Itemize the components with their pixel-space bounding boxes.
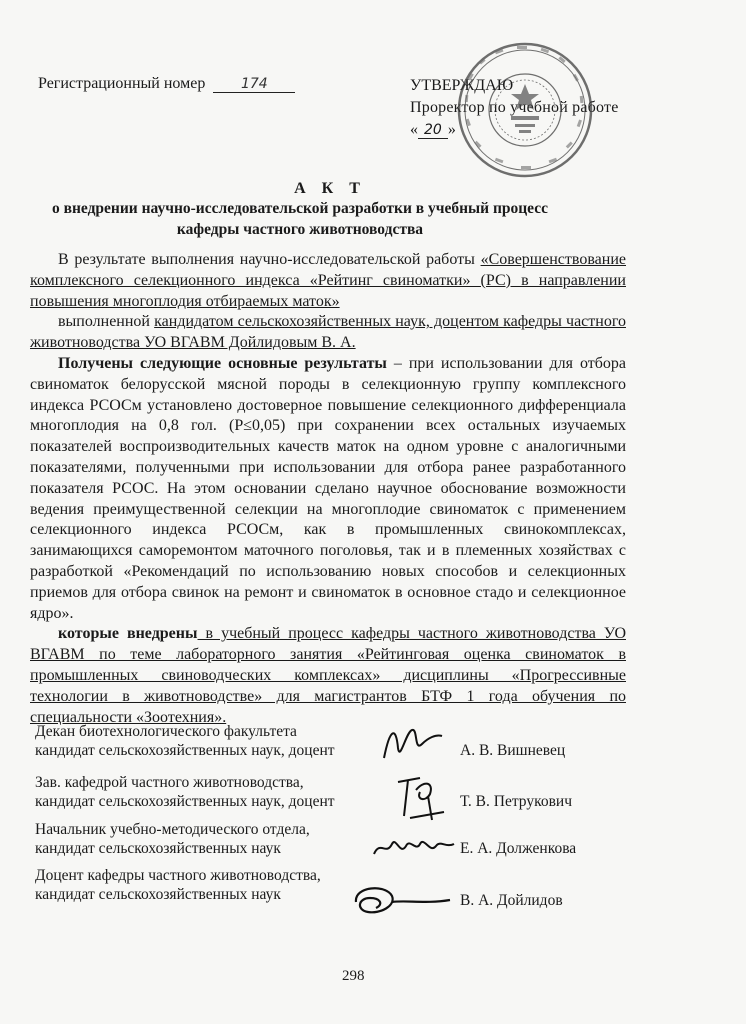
research-work-title: «Совершенствование комплексного селекционного индекса «Рейтинг свиноматки» (РС) в направлении повышения многоплодия отбираемых маток» <box>30 251 626 310</box>
paragraph-implementation <box>30 624 626 728</box>
handwritten-signature <box>390 770 450 826</box>
signatory-position: Начальник учебно-методического отдела, кандидат сельскохозяйственных наук <box>35 821 310 857</box>
document-subtitle: о внедрении научно-исследовательской разработки в учебный процесс кафедры частного животноводства <box>51 200 549 238</box>
handwritten-signature <box>370 826 460 866</box>
signatory-name: Е. А. Долженкова <box>460 840 577 857</box>
handwritten-signature <box>346 880 456 922</box>
signatory-name: Т. В. Петрукович <box>460 793 572 810</box>
registration-line <box>38 75 295 93</box>
signatory-name: А. В. Вишневец <box>460 742 566 759</box>
registration-label: Регистрационный номер <box>38 75 206 92</box>
approve-day: 20 <box>418 122 448 139</box>
paragraph-author: выполненной кандидатом сельскохозяйственных наук, доцентом кафедры частного животноводства УО ВГАВМ Дойлидовым В. А. <box>30 313 626 352</box>
signature-row-head-of-department <box>35 773 675 811</box>
signatory-position: Зав. кафедрой частного животноводства, кандидат сельскохозяйственных наук, доцент <box>35 774 335 810</box>
author-credentials: кандидатом сельскохозяйственных наук, доцентом кафедры частного животноводства УО ВГАВМ Дойлидовым В. А. <box>30 313 626 352</box>
page-number: 298 <box>342 968 365 984</box>
paragraph-results: Получены следующие основные результаты – при использовании для отбора свиноматок белорусской мясной породы в селекционную группу комплексного индекса РСОСм установлено достоверное повышение селекционного дифференциала многоплодия на 0,8 гол. (P≤0,05) при сохранении всех остальных изучаемых показателей воспроизводительных качеств маток на одном уровне с аналогичными показателями, полученными при использовании для отбора ранее разработанного показателя РСОС. На этом основании сделано научное обоснование возможности ведения преимущественной селекции на многоплодие свиноматок с применением селекционного индекса РСОСм, как в промышленных свинокомплексах, занимающихся саморемонтом маточного поголовья, так и в племенных хозяйствах с разработкой «Рекомендаций по использованию новых способов и селекционных приемов для отбора свинок на ремонт и свиноматок в основное стадо и селекционное ядро». <box>30 354 626 622</box>
document-body <box>30 250 626 728</box>
paragraph-results-intro: В результате выполнения научно-исследовательской работы «Совершенствование комплексного селекционного индекса «Рейтинг свиноматки» (РС) в направлении повышения многоплодия отбираемых маток» <box>30 251 626 310</box>
signatory-name: В. А. Дойлидов <box>460 892 563 909</box>
approve-position: Проректор по учебной работе <box>410 99 619 116</box>
official-seal-stamp <box>455 40 595 180</box>
results-lead: Получены следующие основные результаты <box>58 354 387 372</box>
handwritten-signature <box>378 718 448 768</box>
signatory-position: Декан биотехнологического факультета кандидат сельскохозяйственных наук, доцент <box>35 723 335 759</box>
implementation-text: в учебный процесс кафедры частного животноводства УО ВГАВМ по теме лабораторного занятия «Рейтинговая оценка свиноматок в промышленных свиноводческих комплексах» дисциплины «Прогрессивные технологии в животноводстве» для магистрантов БТФ 1 года обучения по специальности «Зоотехния». <box>30 625 626 726</box>
approve-heading: УТВЕРЖДАЮ <box>410 77 514 94</box>
implementation-lead: которые внедрены <box>58 625 198 643</box>
signature-row-methodical-department <box>35 820 675 858</box>
signatory-position: Доцент кафедры частного животноводства, кандидат сельскохозяйственных наук <box>35 867 321 903</box>
signature-row-dean <box>35 722 675 760</box>
approve-date: « 20 » <box>410 121 456 138</box>
document-title: А К Т <box>294 180 366 197</box>
registration-number: 174 <box>213 76 295 93</box>
